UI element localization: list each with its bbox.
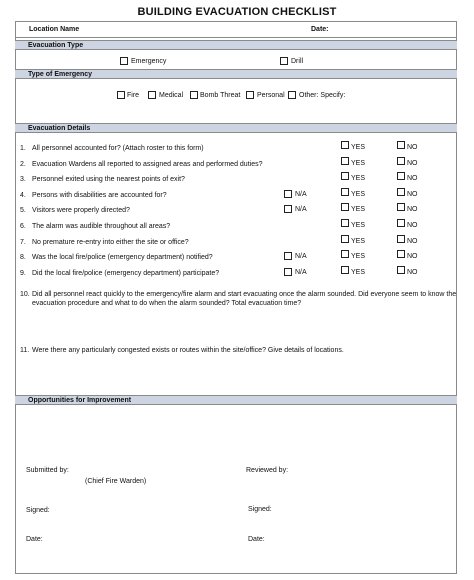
- date-label: Date:: [311, 26, 329, 33]
- q10-number: 10.: [20, 291, 30, 298]
- na-checkbox[interactable]: [284, 252, 292, 260]
- question-number: 3.: [20, 176, 26, 183]
- na-checkbox[interactable]: [284, 205, 292, 213]
- section-opportunities: [15, 395, 457, 405]
- location-date-row: [15, 21, 457, 38]
- question-number: 6.: [20, 223, 26, 230]
- no-label: NO: [407, 253, 418, 260]
- no-label: NO: [407, 160, 418, 167]
- chief-fire-warden-label: (Chief Fire Warden): [85, 478, 147, 485]
- no-label: NO: [407, 206, 418, 213]
- yes-checkbox[interactable]: [341, 172, 349, 180]
- no-checkbox[interactable]: [397, 157, 405, 165]
- no-checkbox[interactable]: [397, 141, 405, 149]
- no-checkbox[interactable]: [397, 188, 405, 196]
- signed-right-label: Signed:: [248, 506, 272, 513]
- section-type-of-emergency: [15, 69, 457, 79]
- question-text: All personnel accounted for? (Attach roster to this form): [32, 145, 204, 152]
- question-text: No premature re-entry into either the site or office?: [32, 239, 189, 246]
- yes-checkbox[interactable]: [341, 219, 349, 227]
- question-number: 4.: [20, 192, 26, 199]
- drill-label: Drill: [291, 58, 304, 65]
- emergency-checkbox[interactable]: [120, 57, 128, 65]
- yes-label: YES: [351, 144, 366, 151]
- fire-checkbox[interactable]: [117, 91, 125, 99]
- other-checkbox[interactable]: [288, 91, 296, 99]
- medical-label: Medical: [159, 92, 184, 99]
- yes-label: YES: [351, 253, 366, 260]
- no-checkbox[interactable]: [397, 219, 405, 227]
- bomb-threat-label: Bomb Threat: [200, 92, 241, 99]
- drill-checkbox[interactable]: [280, 57, 288, 65]
- question-text: Visitors were properly directed?: [32, 207, 130, 214]
- yes-checkbox[interactable]: [341, 141, 349, 149]
- q10-text: Did all personnel react quickly to the emergency/fire alarm and start evacuating once the alarm sounded. Did everyone seem to know the evacuation procedure and what to do when the alarm sounded? Total evacuation time?: [32, 291, 457, 307]
- question-text: Evacuation Wardens all reported to assigned areas and performed duties?: [32, 161, 263, 168]
- section-evacuation-details: [15, 123, 457, 133]
- emergency-label: Emergency: [131, 58, 167, 65]
- personal-label: Personal: [257, 92, 285, 99]
- yes-checkbox[interactable]: [341, 235, 349, 243]
- no-checkbox[interactable]: [397, 172, 405, 180]
- page-title: BUILDING EVACUATION CHECKLIST: [137, 6, 337, 18]
- personal-checkbox[interactable]: [246, 91, 254, 99]
- question-text: Was the local fire/police (emergency department) notified?: [32, 254, 213, 261]
- q11-number: 11.: [20, 347, 30, 354]
- no-checkbox[interactable]: [397, 235, 405, 243]
- question-number: 5.: [20, 207, 26, 214]
- section-heading: Opportunities for Improvement: [28, 397, 132, 404]
- date-right-label: Date:: [248, 536, 265, 543]
- other-specify-label: Other: Specify:: [299, 92, 346, 99]
- yes-checkbox[interactable]: [341, 157, 349, 165]
- question-number: 1.: [20, 145, 26, 152]
- yes-checkbox[interactable]: [341, 266, 349, 274]
- no-label: NO: [407, 222, 418, 229]
- yes-checkbox[interactable]: [341, 188, 349, 196]
- no-label: NO: [407, 175, 418, 182]
- q11-text: Were there any particularly congested exists or routes within the site/office? Give details of locations.: [32, 347, 344, 354]
- no-checkbox[interactable]: [397, 250, 405, 258]
- section-heading: Evacuation Details: [28, 125, 91, 132]
- question-text: Persons with disabilities are accounted for?: [32, 192, 167, 199]
- yes-label: YES: [351, 222, 366, 229]
- fire-label: Fire: [127, 92, 140, 99]
- yes-label: YES: [351, 238, 366, 245]
- na-label: N/A: [295, 269, 307, 276]
- no-label: NO: [407, 269, 418, 276]
- question-text: Personnel exited using the nearest points of exit?: [32, 176, 185, 183]
- question-text: Did the local fire/police (emergency department) participate?: [32, 270, 220, 277]
- yes-checkbox[interactable]: [341, 203, 349, 211]
- question-number: 9.: [20, 270, 26, 277]
- yes-label: YES: [351, 206, 366, 213]
- no-label: NO: [407, 238, 418, 245]
- na-checkbox[interactable]: [284, 268, 292, 276]
- section-heading: Evacuation Type: [28, 42, 84, 49]
- bomb-threat-checkbox[interactable]: [190, 91, 198, 99]
- na-label: N/A: [295, 191, 307, 198]
- na-label: N/A: [295, 253, 307, 260]
- yes-label: YES: [351, 191, 366, 198]
- question-number: 8.: [20, 254, 26, 261]
- location-name-label: Location Name: [29, 26, 80, 33]
- signed-left-label: Signed:: [26, 507, 50, 514]
- na-label: N/A: [295, 206, 307, 213]
- yes-label: YES: [351, 175, 366, 182]
- reviewed-by-label: Reviewed by:: [246, 467, 289, 474]
- question-number: 7.: [20, 239, 26, 246]
- question-text: The alarm was audible throughout all areas?: [32, 223, 171, 230]
- medical-checkbox[interactable]: [148, 91, 156, 99]
- no-label: NO: [407, 144, 418, 151]
- date-left-label: Date:: [26, 536, 43, 543]
- section-heading: Type of Emergency: [28, 71, 93, 78]
- submitted-by-label: Submitted by:: [26, 467, 69, 474]
- question-number: 2.: [20, 161, 26, 168]
- no-label: NO: [407, 191, 418, 198]
- yes-checkbox[interactable]: [341, 250, 349, 258]
- yes-label: YES: [351, 160, 366, 167]
- na-checkbox[interactable]: [284, 190, 292, 198]
- section-evacuation-type: [15, 40, 457, 50]
- yes-label: YES: [351, 269, 366, 276]
- no-checkbox[interactable]: [397, 266, 405, 274]
- no-checkbox[interactable]: [397, 203, 405, 211]
